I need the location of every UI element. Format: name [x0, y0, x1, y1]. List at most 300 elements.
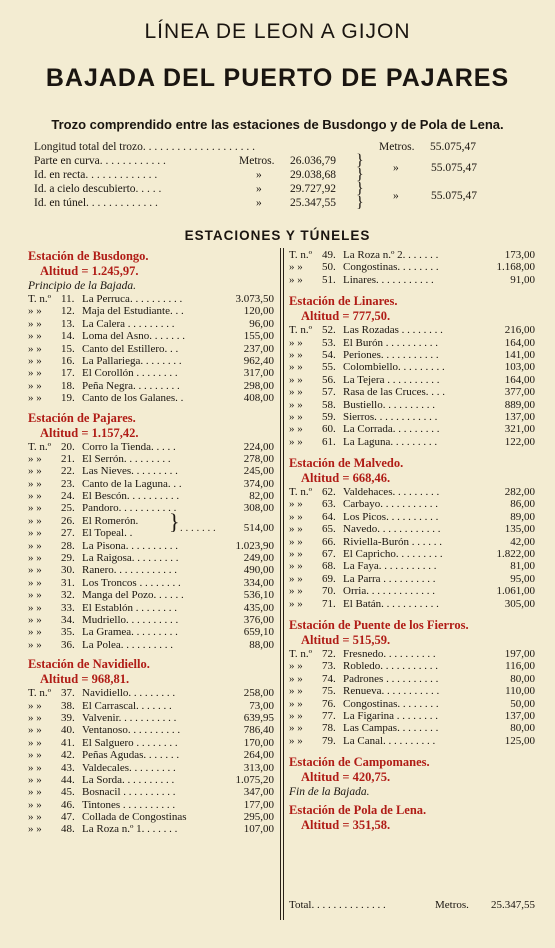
tunnel-group-2: [28, 441, 274, 652]
tunnel-name: Sierros. . . . . . . . . . . .: [343, 410, 438, 423]
tunnel-length: 1.023,90: [235, 539, 274, 552]
tunnel-prefix: » »: [28, 724, 42, 737]
tunnel-prefix: » »: [289, 348, 303, 361]
tunnel-number: 43.: [61, 761, 75, 774]
tunnel-prefix: T. n.º: [289, 647, 313, 660]
tunnel-name: Las Campas. . . . . . . .: [343, 722, 439, 735]
tunnel-number: 37.: [61, 687, 75, 700]
tunnel-number: 21.: [61, 452, 75, 465]
tunnel-row: [28, 380, 274, 392]
tunnel-length: 216,00: [504, 324, 535, 337]
tunnel-number: 64.: [322, 510, 336, 523]
tunnel-name: Fresnedo. . . . . . . . . .: [343, 647, 436, 660]
tunnel-row: [28, 774, 274, 786]
tunnel-number: 46.: [61, 798, 75, 811]
tunnel-row: [289, 573, 535, 585]
tunnel-length: 639,95: [243, 711, 274, 724]
tunnel-row: [289, 386, 535, 398]
tunnel-prefix: » »: [28, 749, 42, 762]
tunnel-length: 435,00: [243, 601, 274, 614]
tunnel-name: El Romerón.: [82, 514, 139, 527]
tunnel-number: 14.: [61, 330, 75, 343]
brace-icon: }: [169, 508, 180, 534]
right-column: [289, 249, 535, 833]
tunnel-name: La Pallariega. . . . . . . .: [82, 354, 182, 367]
tunnel-name: Colombiello. . . . . . . . .: [343, 361, 445, 374]
tunnel-row: [289, 411, 535, 423]
tunnel-length: 347,00: [243, 786, 274, 799]
tunnel-row: [289, 523, 535, 535]
tunnel-row: [28, 737, 274, 749]
tunnel-number: 61.: [322, 435, 336, 448]
tunnel-length: 514,00: [243, 521, 274, 534]
tunnel-prefix: » »: [289, 535, 303, 548]
column-divider: [283, 248, 284, 920]
tunnel-name: Ventanoso. . . . . . . . . .: [82, 724, 181, 737]
tunnel-row: [28, 392, 274, 404]
tunnel-prefix: » »: [28, 514, 42, 527]
tunnel-prefix: » »: [28, 564, 42, 577]
tunnel-number: 11.: [61, 293, 75, 305]
brace-icon: } }: [356, 180, 364, 211]
tunnel-prefix: » »: [289, 498, 303, 511]
tunnel-length: 170,00: [243, 736, 274, 749]
tunnel-number: 27.: [61, 527, 75, 540]
tunnel-name: Pandoro. . . . . . . . . . .: [82, 502, 177, 515]
total-label: Total. . . . . . . . . . . . . .: [289, 899, 386, 911]
altitude-busdongo: Altitud = 1.245,97.: [40, 264, 139, 278]
tunnel-length: 120,00: [243, 305, 274, 318]
tunnel-length: 298,00: [243, 379, 274, 392]
tunnel-name: Canto del Estillero. . .: [82, 342, 179, 355]
tunnel-row: [289, 511, 535, 523]
tunnel-length: 89,00: [510, 510, 535, 523]
tunnel-prefix: » »: [289, 548, 303, 561]
tunnel-name: Navedo. . . . . . . . . . . .: [343, 523, 441, 536]
tunnel-number: 78.: [322, 722, 336, 735]
tunnel-length: 91,00: [510, 273, 535, 286]
tunnel-prefix: » »: [289, 398, 303, 411]
tunnel-row: [28, 700, 274, 712]
tunnel-number: 45.: [61, 786, 75, 799]
tunnel-prefix: T. n.º: [28, 440, 52, 453]
tunnel-number: 42.: [61, 749, 75, 762]
tunnel-number: 53.: [322, 336, 336, 349]
summary-value: 29.038,68: [290, 169, 336, 181]
tunnel-length: 86,00: [510, 498, 535, 511]
tunnel-prefix: » »: [28, 699, 42, 712]
tunnel-name: Canto de la Laguna. . .: [82, 477, 182, 490]
summary-value: 26.036,79: [290, 155, 336, 167]
tunnel-length: 317,00: [243, 367, 274, 380]
tunnel-row: [28, 823, 274, 835]
tunnel-prefix: » »: [289, 734, 303, 747]
tunnel-name: Canto de los Galanes. .: [82, 392, 184, 405]
tunnel-name: Corro la Tienda. . . . .: [82, 440, 176, 453]
station-malvedo: Estación de Malvedo.: [289, 456, 404, 471]
tunnel-name: El Bescón. . . . . . . . . .: [82, 490, 180, 503]
tunnel-row: [289, 710, 535, 722]
tunnel-prefix: » »: [289, 423, 303, 436]
tunnel-row: [289, 361, 535, 373]
tunnel-prefix: » »: [289, 722, 303, 735]
tunnel-name: El Establón . . . . . . . .: [82, 601, 178, 614]
tunnel-length: 321,00: [504, 423, 535, 436]
tunnel-number: 50.: [322, 261, 336, 274]
tunnel-length: 258,00: [243, 687, 274, 700]
tunnel-row: [28, 589, 274, 601]
tunnel-name: Valdecales. . . . . . . . .: [82, 761, 176, 774]
tunnel-list: [289, 249, 535, 286]
tunnel-number: 44.: [61, 773, 75, 786]
group-value-26-27: [178, 522, 274, 534]
tunnel-prefix: » »: [28, 317, 42, 330]
tunnel-length: 962,40: [243, 354, 274, 367]
tunnel-number: 25.: [61, 502, 75, 515]
tunnel-length: 107,00: [243, 823, 274, 836]
tunnel-length: 1.061,00: [496, 585, 535, 598]
total-unit: Metros.: [435, 899, 469, 911]
station-campomanes: Estación de Campomanes.: [289, 755, 430, 770]
tunnel-name: La Pisona. . . . . . . . . .: [82, 539, 178, 552]
tunnel-number: 17.: [61, 367, 75, 380]
tunnel-row: [28, 724, 274, 736]
tunnel-prefix: » »: [28, 392, 42, 405]
tunnel-name: La Laguna. . . . . . . . .: [343, 435, 438, 448]
tunnel-length: 81,00: [510, 560, 535, 573]
station-pajares: Estación de Pajares.: [28, 410, 136, 425]
tunnel-number: 69.: [322, 572, 336, 585]
tunnel-length: 155,00: [243, 330, 274, 343]
tunnel-number: 33.: [61, 601, 75, 614]
tunnel-prefix: » »: [28, 786, 42, 799]
tunnel-length: 95,00: [510, 572, 535, 585]
summary-unit: »: [393, 162, 399, 174]
tunnel-number: 32.: [61, 589, 75, 602]
tunnel-length: 80,00: [510, 722, 535, 735]
tunnel-row: [28, 441, 274, 453]
tunnel-name: Padrones . . . . . . . . . .: [343, 672, 439, 685]
tunnel-prefix: » »: [28, 477, 42, 490]
column-divider: [280, 248, 281, 920]
tunnel-name: Los Troncos . . . . . . . .: [82, 576, 181, 589]
tunnel-list: [28, 687, 274, 836]
brace-icon: } }: [356, 152, 364, 183]
tunnel-length: 245,00: [243, 465, 274, 478]
tunnel-number: 79.: [322, 734, 336, 747]
tunnel-length: 164,00: [504, 373, 535, 386]
tunnel-row: [28, 602, 274, 614]
tunnel-prefix: » »: [289, 572, 303, 585]
tunnel-number: 71.: [322, 597, 336, 610]
tunnel-name: El Salguero . . . . . . . .: [82, 736, 178, 749]
stations-heading: ESTACIONES Y TÚNELES: [184, 228, 371, 243]
tunnel-name: Los Picos. . . . . . . . . .: [343, 510, 439, 523]
tunnel-length: 224,00: [243, 440, 274, 453]
tunnel-prefix: » »: [289, 336, 303, 349]
tunnel-number: 55.: [322, 361, 336, 374]
tunnel-name: La Raigosa. . . . . . . . .: [82, 552, 179, 565]
tunnel-name: Peña Negra. . . . . . . . .: [82, 379, 180, 392]
tunnel-number: 12.: [61, 305, 75, 318]
tunnel-row: [289, 673, 535, 685]
tunnel-length: 173,00: [504, 249, 535, 261]
tunnel-number: 67.: [322, 548, 336, 561]
tunnel-length: 3.073,50: [235, 293, 274, 305]
tunnel-row: [289, 648, 535, 660]
tunnel-row: [289, 337, 535, 349]
tunnel-name: Maja del Estudiante. . .: [82, 305, 184, 318]
tunnel-number: 58.: [322, 398, 336, 411]
summary-unit: »: [256, 183, 262, 195]
tunnel-name: La Figarina . . . . . . . .: [343, 709, 439, 722]
summary-label: Longitud total del trozo. . . . . . . . . . . . . . . . . . . .: [34, 141, 256, 153]
tunnel-name: Robledo. . . . . . . . . . .: [343, 660, 439, 673]
altitude-malvedo: Altitud = 668,46.: [301, 471, 391, 486]
tunnel-prefix: » »: [289, 697, 303, 710]
tunnel-length: 110,00: [505, 685, 535, 698]
tunnel-name: Carbayo. . . . . . . . . . .: [343, 498, 439, 511]
tunnel-row: [28, 577, 274, 589]
tunnel-prefix: » »: [289, 597, 303, 610]
tunnel-length: 116,00: [505, 660, 535, 673]
tunnel-number: 56.: [322, 373, 336, 386]
tunnel-name: El Topeal. .: [82, 527, 133, 540]
tunnel-number: 74.: [322, 672, 336, 685]
total-value: 25.347,55: [491, 899, 535, 911]
tunnel-list: [28, 293, 274, 405]
altitude-campomanes: Altitud = 420,75.: [301, 770, 391, 785]
tunnel-prefix: T. n.º: [289, 486, 313, 499]
tunnel-prefix: » »: [28, 626, 42, 639]
tunnel-name: Valvenir. . . . . . . . . . .: [82, 711, 177, 724]
tunnel-number: 59.: [322, 410, 336, 423]
start-note: Principio de la Bajada.: [28, 280, 136, 292]
tunnel-row: [28, 453, 274, 465]
tunnel-prefix: » »: [28, 490, 42, 503]
altitude-linares: Altitud = 777,50.: [301, 309, 391, 324]
tunnel-prefix: » »: [289, 261, 303, 274]
tunnel-length: 377,00: [504, 386, 535, 399]
tunnel-name: La Faya. . . . . . . . . . .: [343, 560, 437, 573]
tunnel-row: [28, 502, 274, 514]
tunnel-name: Valdehaces. . . . . . . . .: [343, 486, 440, 499]
tunnel-row: [289, 261, 535, 273]
tunnel-length: 177,00: [243, 798, 274, 811]
tunnel-length: 305,00: [504, 597, 535, 610]
tunnel-number: 57.: [322, 386, 336, 399]
tunnel-prefix: » »: [289, 709, 303, 722]
tunnel-prefix: » »: [28, 798, 42, 811]
tunnel-prefix: » »: [28, 638, 42, 651]
tunnel-row: [28, 786, 274, 798]
tunnel-name: Navidiello. . . . . . . . .: [82, 687, 176, 700]
tunnel-name: La Perruca. . . . . . . . . .: [82, 293, 183, 305]
tunnel-number: 19.: [61, 392, 75, 405]
tunnel-row: [28, 687, 274, 699]
tunnel-number: 68.: [322, 560, 336, 573]
tunnel-prefix: » »: [28, 601, 42, 614]
summary-label: Id. a cielo descubierto. . . . .: [34, 183, 162, 195]
tunnel-name: Congostinas. . . . . . . .: [343, 697, 439, 710]
tunnel-number: 48.: [61, 823, 75, 836]
tunnel-number: 38.: [61, 699, 75, 712]
tunnel-number: 51.: [322, 273, 336, 286]
tunnel-number: 75.: [322, 685, 336, 698]
tunnel-number: 13.: [61, 317, 75, 330]
tunnel-name: La Polea. . . . . . . . . .: [82, 638, 174, 651]
tunnel-row: [289, 399, 535, 411]
tunnel-length: 264,00: [243, 749, 274, 762]
tunnel-row: [289, 685, 535, 697]
tunnel-length: 334,00: [243, 576, 274, 589]
tunnel-name: El Burón . . . . . . . . . .: [343, 336, 439, 349]
tunnel-number: 47.: [61, 811, 75, 824]
tunnel-prefix: » »: [28, 552, 42, 565]
tunnel-name: Manga del Pozo. . . . . .: [82, 589, 184, 602]
tunnel-number: 60.: [322, 423, 336, 436]
tunnel-row: [289, 349, 535, 361]
tunnel-row: [28, 343, 274, 355]
line-title: LÍNEA DE LEON A GIJON: [144, 20, 411, 43]
tunnel-prefix: » »: [28, 379, 42, 392]
tunnel-length: 137,00: [504, 410, 535, 423]
tunnel-name: La Canal. . . . . . . . . .: [343, 734, 436, 747]
tunnel-row: [289, 249, 535, 261]
tunnel-name: Mudriello. . . . . . . . . .: [82, 613, 179, 626]
tunnel-number: 77.: [322, 709, 336, 722]
summary-label: Id. en recta. . . . . . . . . . . . .: [34, 169, 158, 181]
tunnel-name: Ranero. . . . . . . . . . . .: [82, 564, 178, 577]
tunnel-number: 28.: [61, 539, 75, 552]
tunnel-name: El Carrascal. . . . . . .: [82, 699, 172, 712]
tunnel-number: 39.: [61, 711, 75, 724]
summary-unit: »: [393, 190, 399, 202]
tunnel-name: La Tejera . . . . . . . . . .: [343, 373, 440, 386]
tunnel-row: [289, 436, 535, 448]
tunnel-length: 408,00: [243, 392, 274, 405]
altitude-navidiello: Altitud = 968,81.: [40, 672, 130, 687]
altitude-pajares: Altitud = 1.157,42.: [40, 425, 139, 440]
tunnel-prefix: » »: [28, 342, 42, 355]
tunnel-length: 308,00: [243, 502, 274, 515]
tunnel-length: 1.822,00: [496, 548, 535, 561]
tunnel-prefix: » »: [289, 660, 303, 673]
tunnel-number: 41.: [61, 736, 75, 749]
tunnel-row: [289, 698, 535, 710]
tunnel-list: [289, 648, 535, 747]
tunnel-row: [289, 274, 535, 286]
altitude-pola-de-lena: Altitud = 351,58.: [301, 818, 391, 833]
tunnel-length: 278,00: [243, 452, 274, 465]
dots: . . . . . . .: [180, 521, 216, 534]
tunnel-number: 24.: [61, 490, 75, 503]
tunnel-row: [289, 324, 535, 336]
station-pola-de-lena: Estación de Pola de Lena.: [289, 803, 427, 818]
tunnel-prefix: » »: [28, 452, 42, 465]
tunnel-prefix: » »: [289, 523, 303, 536]
tunnel-row: [289, 735, 535, 747]
tunnel-prefix: » »: [28, 576, 42, 589]
tunnel-number: 62.: [322, 486, 336, 499]
tunnel-row: [28, 355, 274, 367]
tunnel-length: 135,00: [504, 523, 535, 536]
tunnel-row: [28, 330, 274, 342]
summary-label: Id. en túnel. . . . . . . . . . . . .: [34, 197, 158, 209]
tunnel-row: [28, 490, 274, 502]
tunnel-name: Collada de Congostinas: [82, 811, 187, 824]
tunnel-row: [28, 478, 274, 490]
tunnel-length: 376,00: [243, 613, 274, 626]
summary-label: Parte en curva. . . . . . . . . . . .: [34, 155, 166, 167]
tunnel-name: Tintones . . . . . . . . . .: [82, 798, 176, 811]
summary-unit: »: [256, 169, 262, 181]
tunnel-number: 35.: [61, 626, 75, 639]
tunnel-number: 54.: [322, 348, 336, 361]
tunnel-prefix: » »: [28, 589, 42, 602]
tunnel-prefix: » »: [289, 685, 303, 698]
tunnel-prefix: » »: [289, 273, 303, 286]
summary-value: 55.075,47: [430, 141, 476, 153]
tunnel-row: [289, 660, 535, 672]
tunnel-length: 125,00: [504, 734, 535, 747]
altitude-puente-de-los-fierros: Altitud = 515,59.: [301, 632, 391, 647]
tunnel-prefix: » »: [289, 560, 303, 573]
tunnel-name: La Calera . . . . . . . . .: [82, 317, 175, 330]
tunnel-number: 22.: [61, 465, 75, 478]
summary-value: 55.075,47: [431, 190, 477, 202]
tunnel-row: [28, 293, 274, 305]
tunnel-number: 73.: [322, 660, 336, 673]
tunnel-number: 72.: [322, 647, 336, 660]
tunnel-prefix: » »: [28, 736, 42, 749]
tunnel-length: 313,00: [243, 761, 274, 774]
tunnel-prefix: » »: [28, 761, 42, 774]
tunnel-prefix: » »: [28, 811, 42, 824]
tunnel-length: 80,00: [510, 672, 535, 685]
total-row: [289, 899, 535, 911]
tunnel-name: Orria. . . . . . . . . . . . .: [343, 585, 435, 598]
tunnel-prefix: » »: [28, 823, 42, 836]
tunnel-prefix: » »: [28, 465, 42, 478]
summary-longitud: [34, 141, 534, 155]
tunnel-row: [289, 585, 535, 597]
tunnel-number: 34.: [61, 613, 75, 626]
tunnel-prefix: » »: [28, 354, 42, 367]
tunnel-name: Rasa de las Cruces. . . .: [343, 386, 446, 399]
tunnel-number: 31.: [61, 576, 75, 589]
tunnel-row: [28, 639, 274, 651]
tunnel-number: 36.: [61, 638, 75, 651]
tunnel-row: [28, 552, 274, 564]
summary-unit: Metros.: [239, 155, 275, 167]
tunnel-prefix: » »: [289, 435, 303, 448]
tunnel-number: 30.: [61, 564, 75, 577]
tunnel-list: [289, 324, 535, 448]
tunnel-row: [28, 540, 274, 552]
tunnel-name: El Batán. . . . . . . . . . .: [343, 597, 439, 610]
tunnel-length: 141,00: [504, 348, 535, 361]
tunnel-prefix: » »: [28, 527, 42, 540]
tunnel-number: 23.: [61, 477, 75, 490]
tunnel-prefix: T. n.º: [289, 324, 313, 337]
tunnel-length: 88,00: [249, 638, 274, 651]
tunnel-number: 70.: [322, 585, 336, 598]
tunnel-prefix: » »: [289, 361, 303, 374]
tunnel-list: [28, 441, 274, 652]
tunnel-number: 49.: [322, 249, 336, 261]
end-note: Fin de la Bajada.: [289, 786, 370, 799]
